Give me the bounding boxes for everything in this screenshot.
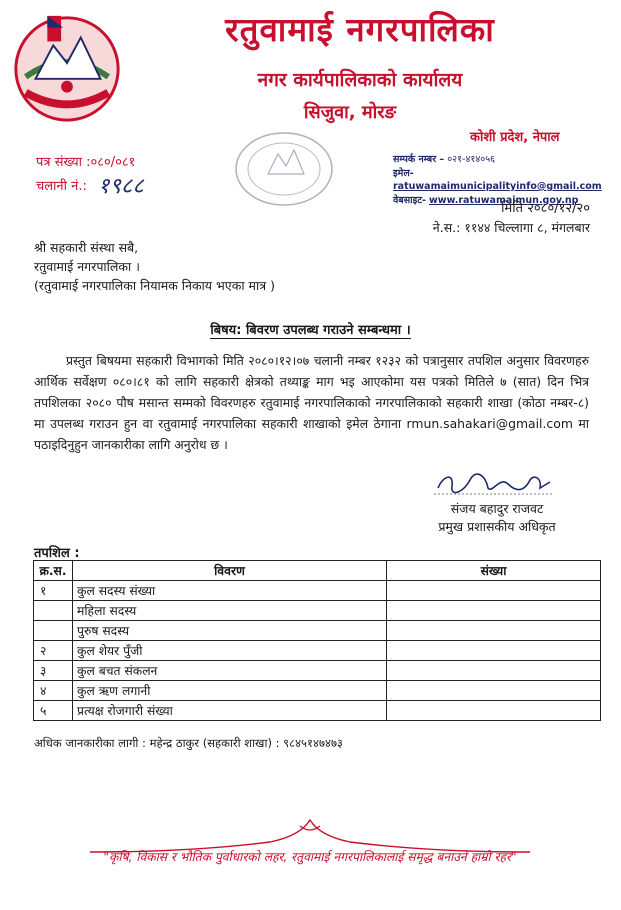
row-count xyxy=(387,661,601,681)
row-count xyxy=(387,701,601,721)
row-description: पुरुष सदस्य xyxy=(73,621,387,641)
signatory-name: संजय बहादुर राजवट xyxy=(450,501,544,516)
table-row xyxy=(34,601,601,621)
province-label: कोशी प्रदेश, नेपाल xyxy=(470,130,560,145)
header-description: विवरण xyxy=(73,561,387,581)
row-serial: ५ xyxy=(34,701,73,721)
recipient-line-3: (रतुवामाई नगरपालिका नियामक निकाय भएका मात्र ) xyxy=(34,278,275,293)
letter-body: प्रस्तुत बिषयमा सहकारी विभागको मिति २०८०।१२।०७ चलानी नम्बर १२३२ को पत्रानुसार तपशिल अनुसार विवरणहरु आर्थिक सर्वेक्षण ०८०।८१ को लागि सहकारी क्षेत्रको तथ्याङ्क माग भइ आएकोमा यस पत्रको मितिले ७ (सात) दिन भित्र तपशिलका २०८० पौष मसान्त सम्मको विवरणहरु रतुवामाई नगरपालिकाको नगरपालिकाको सहकारी शाखा (कोठा नम्बर-८) मा उपलब्ध गराउन हुन वा रतुवामाई नगरपालिका सहकारी शाखाको इमेल ठेगाना rmun.sahakari@gmail.com मा पठाइदिनुहुन जानकारीका लागि अनुरोध छ । xyxy=(34,353,589,452)
row-serial: १ xyxy=(34,581,73,601)
footer-contact-info: अधिक जानकारीका लागी : महेन्द्र ठाकुर (सहकारी शाखा) : ९८४५१४७४७३ xyxy=(34,736,343,750)
row-serial xyxy=(34,621,73,641)
recipient-line-1: श्री सहकारी संस्था सबै, xyxy=(34,240,139,255)
handwritten-signature xyxy=(430,470,560,498)
municipality-name: रतुवामाई नगरपालिका xyxy=(225,10,495,49)
table-row xyxy=(34,641,601,661)
recipient-line-2: रतुवामाई नगरपालिका । xyxy=(34,259,140,274)
subject-line xyxy=(0,320,621,338)
date-ns: ने.स.: ११४४ चिल्लागा ८, मंगलबार xyxy=(432,220,590,235)
row-description: कुल बचत संकलन xyxy=(73,661,387,681)
row-count xyxy=(387,681,601,701)
municipality-motto: "कृषि, विकास र भौतिक पुर्वाधारको लहर, रतुवामाई नगरपालिकालाई समृद्ध बनाउने हाम्रो रहर" xyxy=(103,850,517,864)
table-row xyxy=(34,581,601,601)
row-description: प्रत्यक्ष रोजगारी संख्या xyxy=(73,701,387,721)
website-label: वेबसाइट- xyxy=(393,194,426,206)
table-row xyxy=(34,661,601,681)
office-location: सिजुवा, मोरङ xyxy=(303,102,397,123)
phone-number: ०२१-४१४०५६ xyxy=(447,154,496,165)
dispatch-number-handwritten: १९८८ xyxy=(98,174,144,199)
table-row xyxy=(34,681,601,701)
letter-number: पत्र संख्या :०८०/०८१ xyxy=(36,155,136,170)
schedule-label: तपशिल : xyxy=(34,546,80,561)
email-label: इमेल- xyxy=(393,167,414,179)
signatory-title: प्रमुख प्रशासकीय अधिकृत xyxy=(438,519,556,534)
phone-label: सम्पर्क नम्बर – xyxy=(393,154,445,165)
row-count xyxy=(387,621,601,641)
row-count xyxy=(387,581,601,601)
recipient-block xyxy=(34,238,275,295)
row-description: कुल ऋण लगानी xyxy=(73,681,387,701)
row-serial: ३ xyxy=(34,661,73,681)
nepal-emblem-logo xyxy=(8,8,126,126)
subject-text: बिषय: बिवरण उपलब्ध गराउने सम्बन्धमा । xyxy=(210,323,411,338)
table-header-row xyxy=(34,561,601,581)
row-description: कुल सदस्य संख्या xyxy=(73,581,387,601)
row-description: कुल शेयर पुँजी xyxy=(73,641,387,661)
website-link[interactable]: www.ratuwamaimun.gov.np xyxy=(429,194,579,206)
email-link[interactable]: ratuwamaimunicipalityinfo@gmail.com xyxy=(393,181,602,192)
row-serial: ४ xyxy=(34,681,73,701)
row-count xyxy=(387,601,601,621)
row-serial: २ xyxy=(34,641,73,661)
date-bs: मिति २०८०/१२/२० xyxy=(501,201,590,216)
header-count: संख्या xyxy=(387,561,601,581)
row-serial xyxy=(34,601,73,621)
table-row xyxy=(34,621,601,641)
office-name: नगर कार्यपालिकाको कार्यालय xyxy=(257,69,463,91)
row-count xyxy=(387,641,601,661)
row-description: महिला सदस्य xyxy=(73,601,387,621)
office-stamp-seal xyxy=(232,128,336,210)
schedule-table xyxy=(33,560,601,721)
header-serial: क्र.स. xyxy=(34,561,73,581)
table-row xyxy=(34,701,601,721)
dispatch-number-label: चलानी नं.: xyxy=(36,179,87,194)
